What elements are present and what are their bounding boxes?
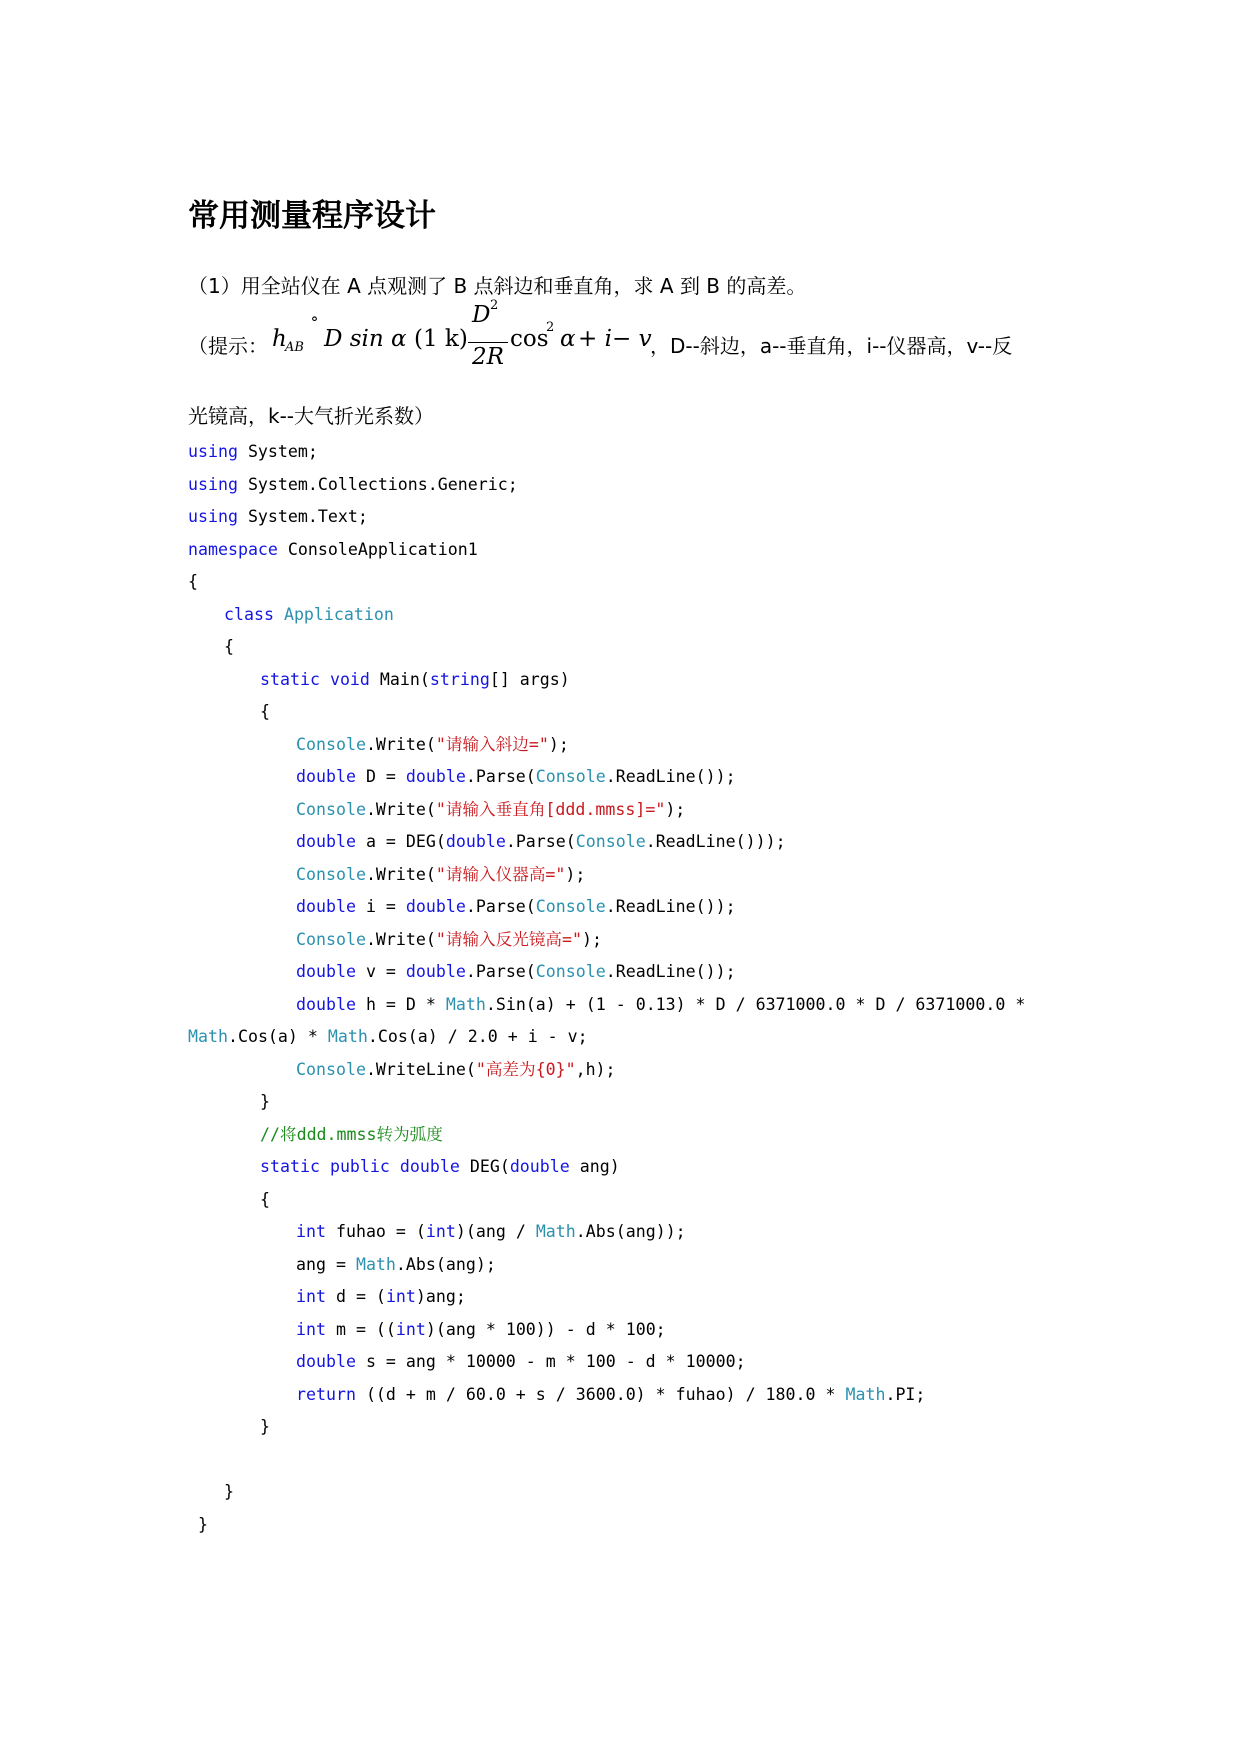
code-token: System.Collections.Generic; xyxy=(237,474,518,494)
hint-line xyxy=(188,298,1068,382)
code-token: ); xyxy=(548,734,569,754)
code-token: static xyxy=(260,1157,320,1176)
code-token: )(ang * 100)) - d * 100; xyxy=(425,1319,666,1339)
formula-plus-i: + i xyxy=(578,326,612,352)
code-token: s = ang * 10000 - m * 100 - d * 10000; xyxy=(355,1352,746,1371)
code-token: DEG( xyxy=(459,1157,510,1176)
code-token: int xyxy=(296,1319,326,1339)
code-token: double xyxy=(296,832,356,851)
page-title: 常用测量程序设计 xyxy=(188,198,436,234)
code-line xyxy=(188,631,1088,664)
code-token: .Parse( xyxy=(465,897,536,916)
code-line xyxy=(188,1119,1088,1152)
hint-prefix: （提示： xyxy=(188,334,268,358)
code-token: "请输入仪器高=" xyxy=(435,864,566,884)
code-token: double xyxy=(399,1157,460,1176)
code-line xyxy=(188,1346,1088,1379)
code-token: } xyxy=(224,1482,234,1501)
code-line xyxy=(188,469,1088,502)
code-token: Console xyxy=(296,799,366,819)
code-token: double xyxy=(509,1157,570,1176)
code-token: .ReadLine()); xyxy=(605,962,736,981)
code-line xyxy=(188,859,1088,892)
code-line xyxy=(188,1379,1088,1412)
code-token: d = ( xyxy=(325,1287,386,1306)
code-token: int xyxy=(296,1222,326,1241)
code-token: static xyxy=(260,669,320,689)
hint-tail: ，D--斜边，a--垂直角，i--仪器高，v--反 xyxy=(650,334,1013,358)
formula-cos-sup: 2 xyxy=(546,320,555,335)
code-token: .ReadLine()); xyxy=(605,767,736,786)
code-token: a = DEG( xyxy=(355,832,446,851)
code-token: Math xyxy=(355,1254,396,1274)
code-token: m = (( xyxy=(325,1319,396,1339)
code-line xyxy=(188,599,1088,632)
code-token: "请输入反光镜高=" xyxy=(435,929,583,949)
question-text: （1）用全站仪在 A 点观测了 B 点斜边和垂直角，求 A 到 B 的高差。 xyxy=(188,274,807,298)
code-token: using xyxy=(188,442,238,461)
code-line xyxy=(188,566,1088,599)
code-token: .Sin(a) + (1 - 0.13) * D / 6371000.0 * D / 6371000.0 * xyxy=(485,994,1026,1014)
code-token: v = xyxy=(355,962,406,981)
code-token: ConsoleApplication1 xyxy=(277,539,478,559)
code-token: "高差为{0}" xyxy=(475,1059,576,1079)
formula-paren: (1 k) xyxy=(414,326,468,352)
code-token: Console xyxy=(296,734,366,754)
code-token: int xyxy=(296,1287,326,1306)
code-token: ); xyxy=(565,864,586,884)
code-token: Math xyxy=(445,994,486,1014)
code-line xyxy=(188,989,1088,1022)
code-line xyxy=(188,436,1088,469)
formula-dsin: D sin α xyxy=(324,326,407,352)
code-token xyxy=(320,1157,330,1176)
code-line xyxy=(188,1281,1088,1314)
code-token: { xyxy=(224,637,234,656)
formula-h-subscript: AB xyxy=(285,340,304,355)
code-line xyxy=(188,534,1088,567)
code-token: .Cos(a) * xyxy=(227,1027,328,1046)
code-line xyxy=(188,1151,1088,1184)
code-token: Main( xyxy=(369,669,430,689)
code-token: .Write( xyxy=(365,734,436,754)
code-token: System.Text; xyxy=(237,507,368,526)
code-token: Math xyxy=(535,1222,576,1241)
code-line xyxy=(188,1054,1088,1087)
code-token: Console xyxy=(296,1059,366,1079)
code-line xyxy=(188,761,1088,794)
formula-minus-v: − v xyxy=(612,326,652,352)
code-token: .ReadLine()); xyxy=(605,897,736,916)
code-token: .Parse( xyxy=(505,832,576,851)
code-line xyxy=(188,1249,1088,1282)
code-token: Application xyxy=(283,604,394,624)
code-token: double xyxy=(405,767,466,786)
code-token: int xyxy=(395,1319,426,1339)
code-token: Console xyxy=(535,962,606,981)
formula-alpha: α xyxy=(560,326,576,352)
code-token: .Write( xyxy=(365,864,436,884)
code-line xyxy=(188,1314,1088,1347)
code-token: double xyxy=(296,994,356,1014)
code-token: Console xyxy=(296,929,366,949)
code-token: string xyxy=(429,669,490,689)
code-token: .WriteLine( xyxy=(365,1059,476,1079)
code-token: .Write( xyxy=(365,929,436,949)
code-token: )ang; xyxy=(415,1287,466,1306)
code-line xyxy=(188,794,1088,827)
code-line xyxy=(188,1411,1088,1444)
code-token: .ReadLine())); xyxy=(645,832,786,851)
code-line xyxy=(188,729,1088,762)
code-token: { xyxy=(260,1189,270,1209)
code-token: double xyxy=(296,767,356,786)
code-token: double xyxy=(296,897,356,916)
code-token xyxy=(274,605,284,624)
code-token: using xyxy=(188,507,238,526)
code-token: System; xyxy=(237,442,318,461)
code-token: double xyxy=(405,897,466,916)
code-line xyxy=(188,1184,1088,1217)
code-token: "请输入斜边=" xyxy=(435,734,549,754)
code-line xyxy=(188,1509,1088,1542)
code-token: double xyxy=(445,832,506,851)
code-token: double xyxy=(405,962,466,981)
height-formula xyxy=(272,298,652,376)
code-token xyxy=(320,670,330,689)
code-token: //将ddd.mmss转为弧度 xyxy=(260,1124,443,1144)
formula-numerator-sup: 2 xyxy=(490,298,499,313)
formula-denominator: 2R xyxy=(472,344,504,370)
code-token: Console xyxy=(535,897,606,916)
code-token: double xyxy=(296,1352,356,1371)
code-token: } xyxy=(260,1417,270,1436)
code-token: ((d + m / 60.0 + s / 3600.0) * fuhao) / 180.0 * xyxy=(355,1384,846,1404)
code-token: Math xyxy=(188,1027,228,1046)
code-token: ); xyxy=(665,799,686,819)
code-token: .Abs(ang)); xyxy=(575,1222,686,1241)
code-token: { xyxy=(188,572,198,591)
code-token: ); xyxy=(582,929,602,949)
code-token: fuhao = ( xyxy=(325,1222,426,1241)
code-token: void xyxy=(329,669,370,689)
code-token: } xyxy=(188,1514,208,1534)
code-line xyxy=(188,924,1088,957)
code-token: Console xyxy=(296,864,366,884)
code-line xyxy=(188,891,1088,924)
code-token: ang) xyxy=(569,1157,620,1176)
code-line xyxy=(188,826,1088,859)
code-token: int xyxy=(385,1287,416,1306)
code-token: class xyxy=(224,604,274,624)
code-token: } xyxy=(260,1092,270,1111)
code-token: Math xyxy=(845,1384,886,1404)
code-token: using xyxy=(188,474,238,494)
code-token: ,h); xyxy=(575,1059,616,1079)
code-line xyxy=(188,1086,1088,1119)
formula-numerator: D xyxy=(472,302,491,328)
code-token: .Cos(a) / 2.0 + i - v; xyxy=(367,1027,588,1046)
code-line xyxy=(188,1021,1088,1054)
code-line xyxy=(188,1444,1088,1477)
code-token: D = xyxy=(355,767,406,786)
formula-h: h xyxy=(272,326,287,352)
code-token: { xyxy=(260,702,270,721)
code-token: i = xyxy=(355,897,406,916)
code-token: .Parse( xyxy=(465,962,536,981)
code-token: int xyxy=(425,1222,456,1241)
code-token: Console xyxy=(575,832,646,851)
code-token: double xyxy=(296,962,356,981)
code-token: ang = xyxy=(296,1254,356,1274)
code-token: .Write( xyxy=(365,799,436,819)
code-token: return xyxy=(296,1384,356,1404)
code-line xyxy=(188,696,1088,729)
code-line xyxy=(188,1476,1088,1509)
code-token: .PI; xyxy=(885,1384,926,1404)
code-token: [] args) xyxy=(489,669,570,689)
code-token: Math xyxy=(327,1027,368,1046)
code-line xyxy=(188,501,1088,534)
code-token: namespace xyxy=(188,539,278,559)
code-line xyxy=(188,664,1088,697)
code-token: Console xyxy=(535,767,606,786)
code-token: .Abs(ang); xyxy=(395,1254,496,1274)
formula-cos: cos xyxy=(510,326,549,352)
code-token: )(ang / xyxy=(455,1222,536,1241)
code-token: .Parse( xyxy=(465,767,536,786)
code-token: "请输入垂直角[ddd.mmss]=" xyxy=(435,799,666,819)
code-token: h = D * xyxy=(355,994,446,1014)
code-token xyxy=(390,1157,400,1176)
code-token: public xyxy=(329,1157,390,1176)
hint-end: 光镜高，k--大气折光系数） xyxy=(188,404,435,428)
code-line xyxy=(188,956,1088,989)
code-line xyxy=(188,1216,1088,1249)
code-block xyxy=(188,436,1088,1541)
formula-approx-symbol: ˚ xyxy=(310,316,319,337)
